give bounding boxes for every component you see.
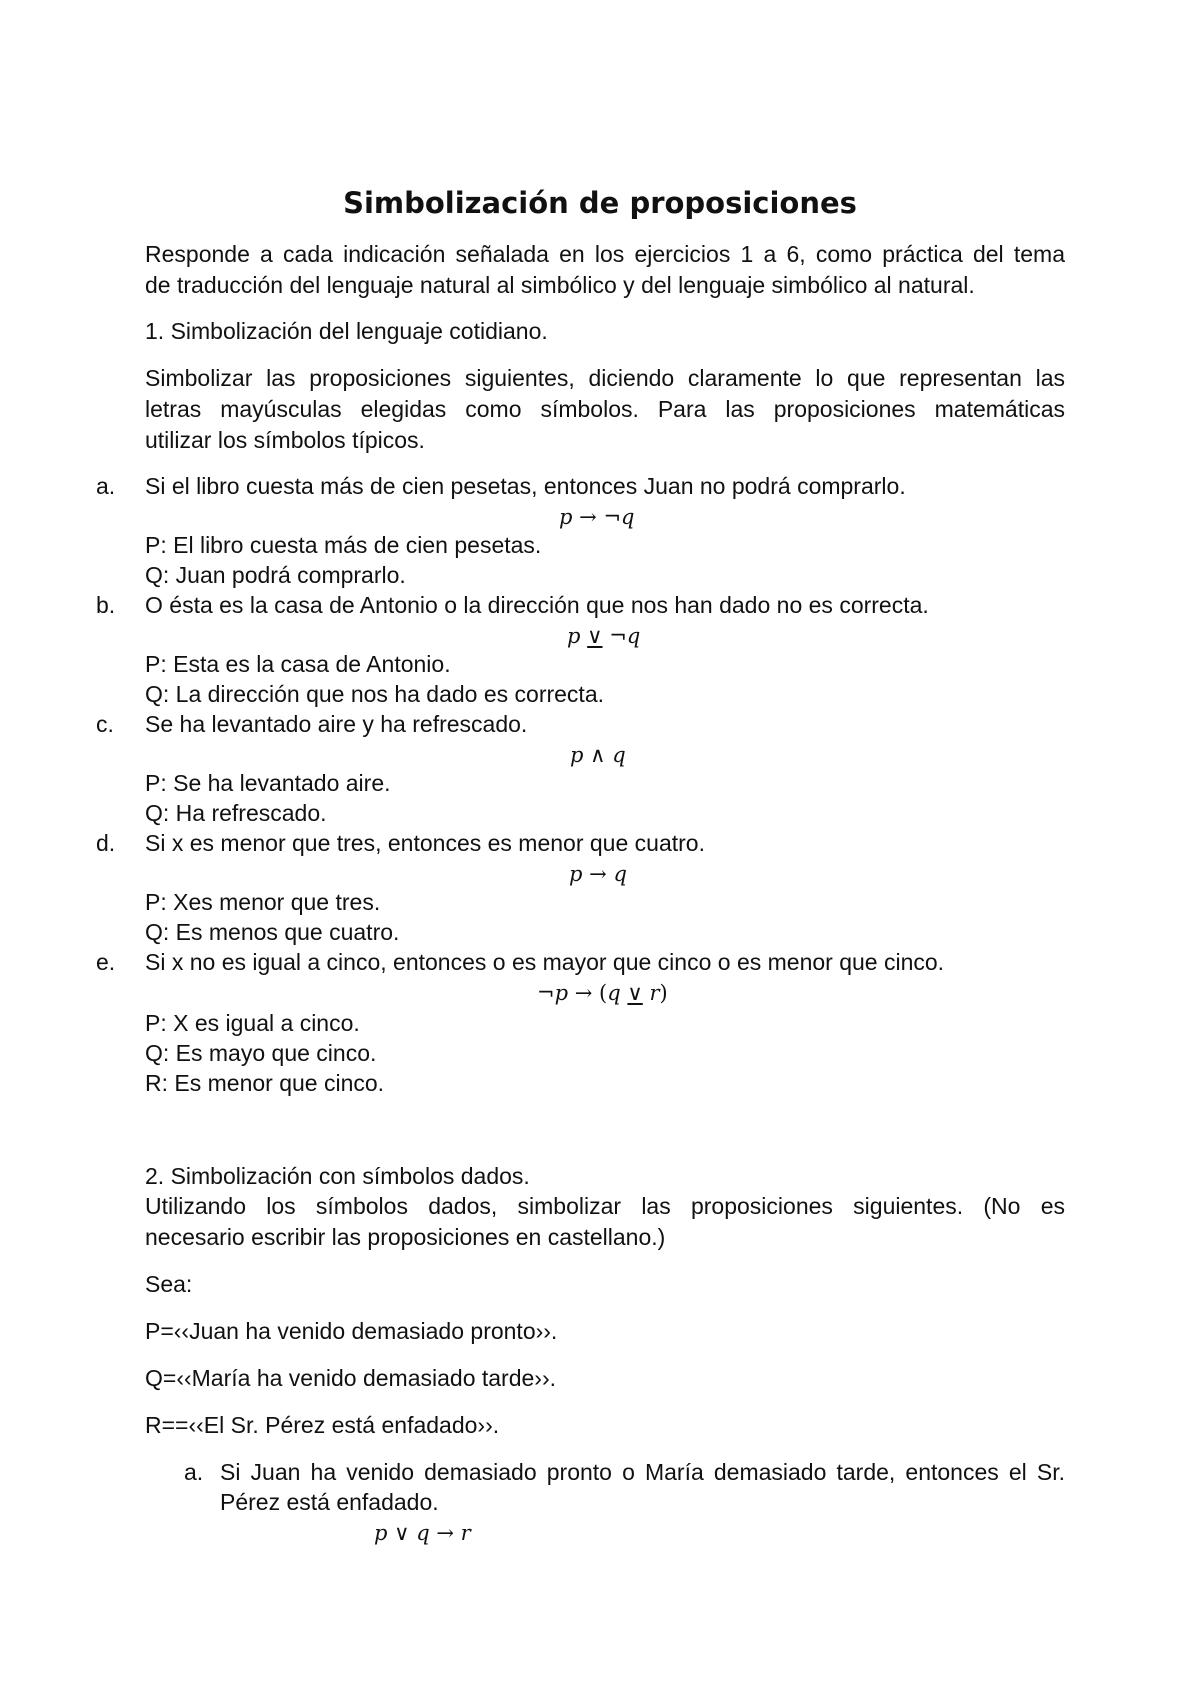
implication-symbol: → [589, 862, 607, 886]
formula-variable: p [569, 862, 583, 886]
section-2-instructions-line-1: Utilizando los símbolos dados, simbolizar las proposiciones siguientes. (No es [145, 1193, 1065, 1219]
implication-symbol: → [574, 981, 593, 1005]
formula-variable: r [460, 1521, 471, 1545]
conjunction-symbol: ∧ [590, 743, 606, 767]
symbol-definition: Q=‹‹María ha venido demasiado tarde››. [145, 1365, 557, 1391]
formula-variable: q [612, 743, 626, 767]
negation-symbol: ¬ [603, 505, 622, 529]
item-statement-continuation: Pérez está enfadado. [220, 1489, 439, 1515]
formula-variable: r [649, 981, 660, 1005]
item-formula [570, 743, 626, 767]
item-formula [537, 981, 668, 1005]
open-paren: ( [599, 981, 608, 1005]
formula-variable: p [559, 505, 573, 529]
item-statement: Si el libro cuesta más de cien pesetas, entonces Juan no podrá comprarlo. [145, 473, 906, 499]
item-statement: Si x no es igual a cinco, entonces o es mayor que cinco o es menor que cinco. [145, 949, 945, 975]
implication-symbol: → [436, 1521, 454, 1545]
item-definition: P: Se ha levantado aire. [145, 770, 391, 796]
exclusive-or-symbol: ∨ [627, 981, 643, 1005]
item-letter: d. [96, 830, 116, 856]
item-statement: Si Juan ha venido demasiado pronto o María demasiado tarde, entonces el Sr. [220, 1459, 1065, 1485]
symbol-definition: R==‹‹El Sr. Pérez está enfadado››. [145, 1412, 500, 1438]
section-1-heading: 1. Simbolización del lenguaje cotidiano. [145, 318, 548, 344]
sea-label: Sea: [145, 1271, 193, 1297]
formula-variable: q [621, 505, 635, 529]
intro-line-1: Responde a cada indicación señalada en los ejercicios 1 a 6, como práctica del tema [145, 241, 1065, 267]
page-title: Simbolización de proposiciones [343, 186, 857, 220]
formula-variable: p [570, 743, 584, 767]
item-definition: Q: Es menos que cuatro. [145, 919, 400, 945]
formula-variable: p [554, 981, 569, 1005]
item-statement: O ésta es la casa de Antonio o la dirección que nos han dado no es correcta. [145, 592, 929, 618]
section-1-instructions-line-2: letras mayúsculas elegidas como símbolos. Para las proposiciones matemáticas [145, 396, 1065, 422]
intro-line-2: de traducción del lenguaje natural al simbólico y del lenguaje simbólico al natural. [145, 272, 975, 298]
item-statement: Si x es menor que tres, entonces es menor que cuatro. [145, 830, 705, 856]
section-1-instructions-line-3: utilizar los símbolos típicos. [145, 427, 425, 453]
formula-variable: q [607, 981, 621, 1005]
implication-symbol: → [579, 505, 597, 529]
item-formula [559, 505, 635, 529]
negation-symbol: ¬ [537, 981, 555, 1005]
section-2-instructions-line-2: necesario escribir las proposiciones en castellano.) [145, 1224, 666, 1250]
section-2-heading: 2. Simbolización con símbolos dados. [145, 1163, 530, 1189]
item-definition: Q: Juan podrá comprarlo. [145, 562, 406, 588]
formula-variable: p [374, 1521, 388, 1545]
item-definition: R: Es menor que cinco. [145, 1070, 385, 1096]
formula-variable: q [626, 624, 641, 648]
item-definition: Q: Ha refrescado. [145, 800, 327, 826]
item-letter: e. [96, 949, 116, 975]
item-definition: P: X es igual a cinco. [145, 1010, 360, 1036]
item-letter: a. [184, 1459, 204, 1485]
close-paren: ) [659, 981, 668, 1005]
formula-variable: p [567, 624, 581, 648]
item-letter: a. [96, 473, 116, 499]
item-formula [567, 624, 640, 648]
item-definition: P: Esta es la casa de Antonio. [145, 651, 451, 677]
item-definition: P: Xes menor que tres. [145, 889, 381, 915]
symbol-definition: P=‹‹Juan ha venido demasiado pronto››. [145, 1318, 558, 1344]
item-letter: c. [96, 711, 114, 737]
item-formula [374, 1521, 471, 1545]
item-letter: b. [96, 592, 116, 618]
section-1-instructions-line-1: Simbolizar las proposiciones siguientes, diciendo claramente lo que representan las [145, 365, 1065, 391]
disjunction-symbol: ∨ [394, 1521, 410, 1545]
item-definition: Q: Es mayo que cinco. [145, 1040, 377, 1066]
exclusive-or-symbol: ∨ [587, 624, 603, 648]
item-definition: P: El libro cuesta más de cien pesetas. [145, 532, 542, 558]
formula-variable: q [613, 862, 627, 886]
item-definition: Q: La dirección que nos ha dado es correcta. [145, 681, 605, 707]
negation-symbol: ¬ [609, 624, 627, 648]
item-statement: Se ha levantado aire y ha refrescado. [145, 711, 528, 737]
formula-variable: q [416, 1521, 430, 1545]
item-formula [569, 862, 627, 886]
